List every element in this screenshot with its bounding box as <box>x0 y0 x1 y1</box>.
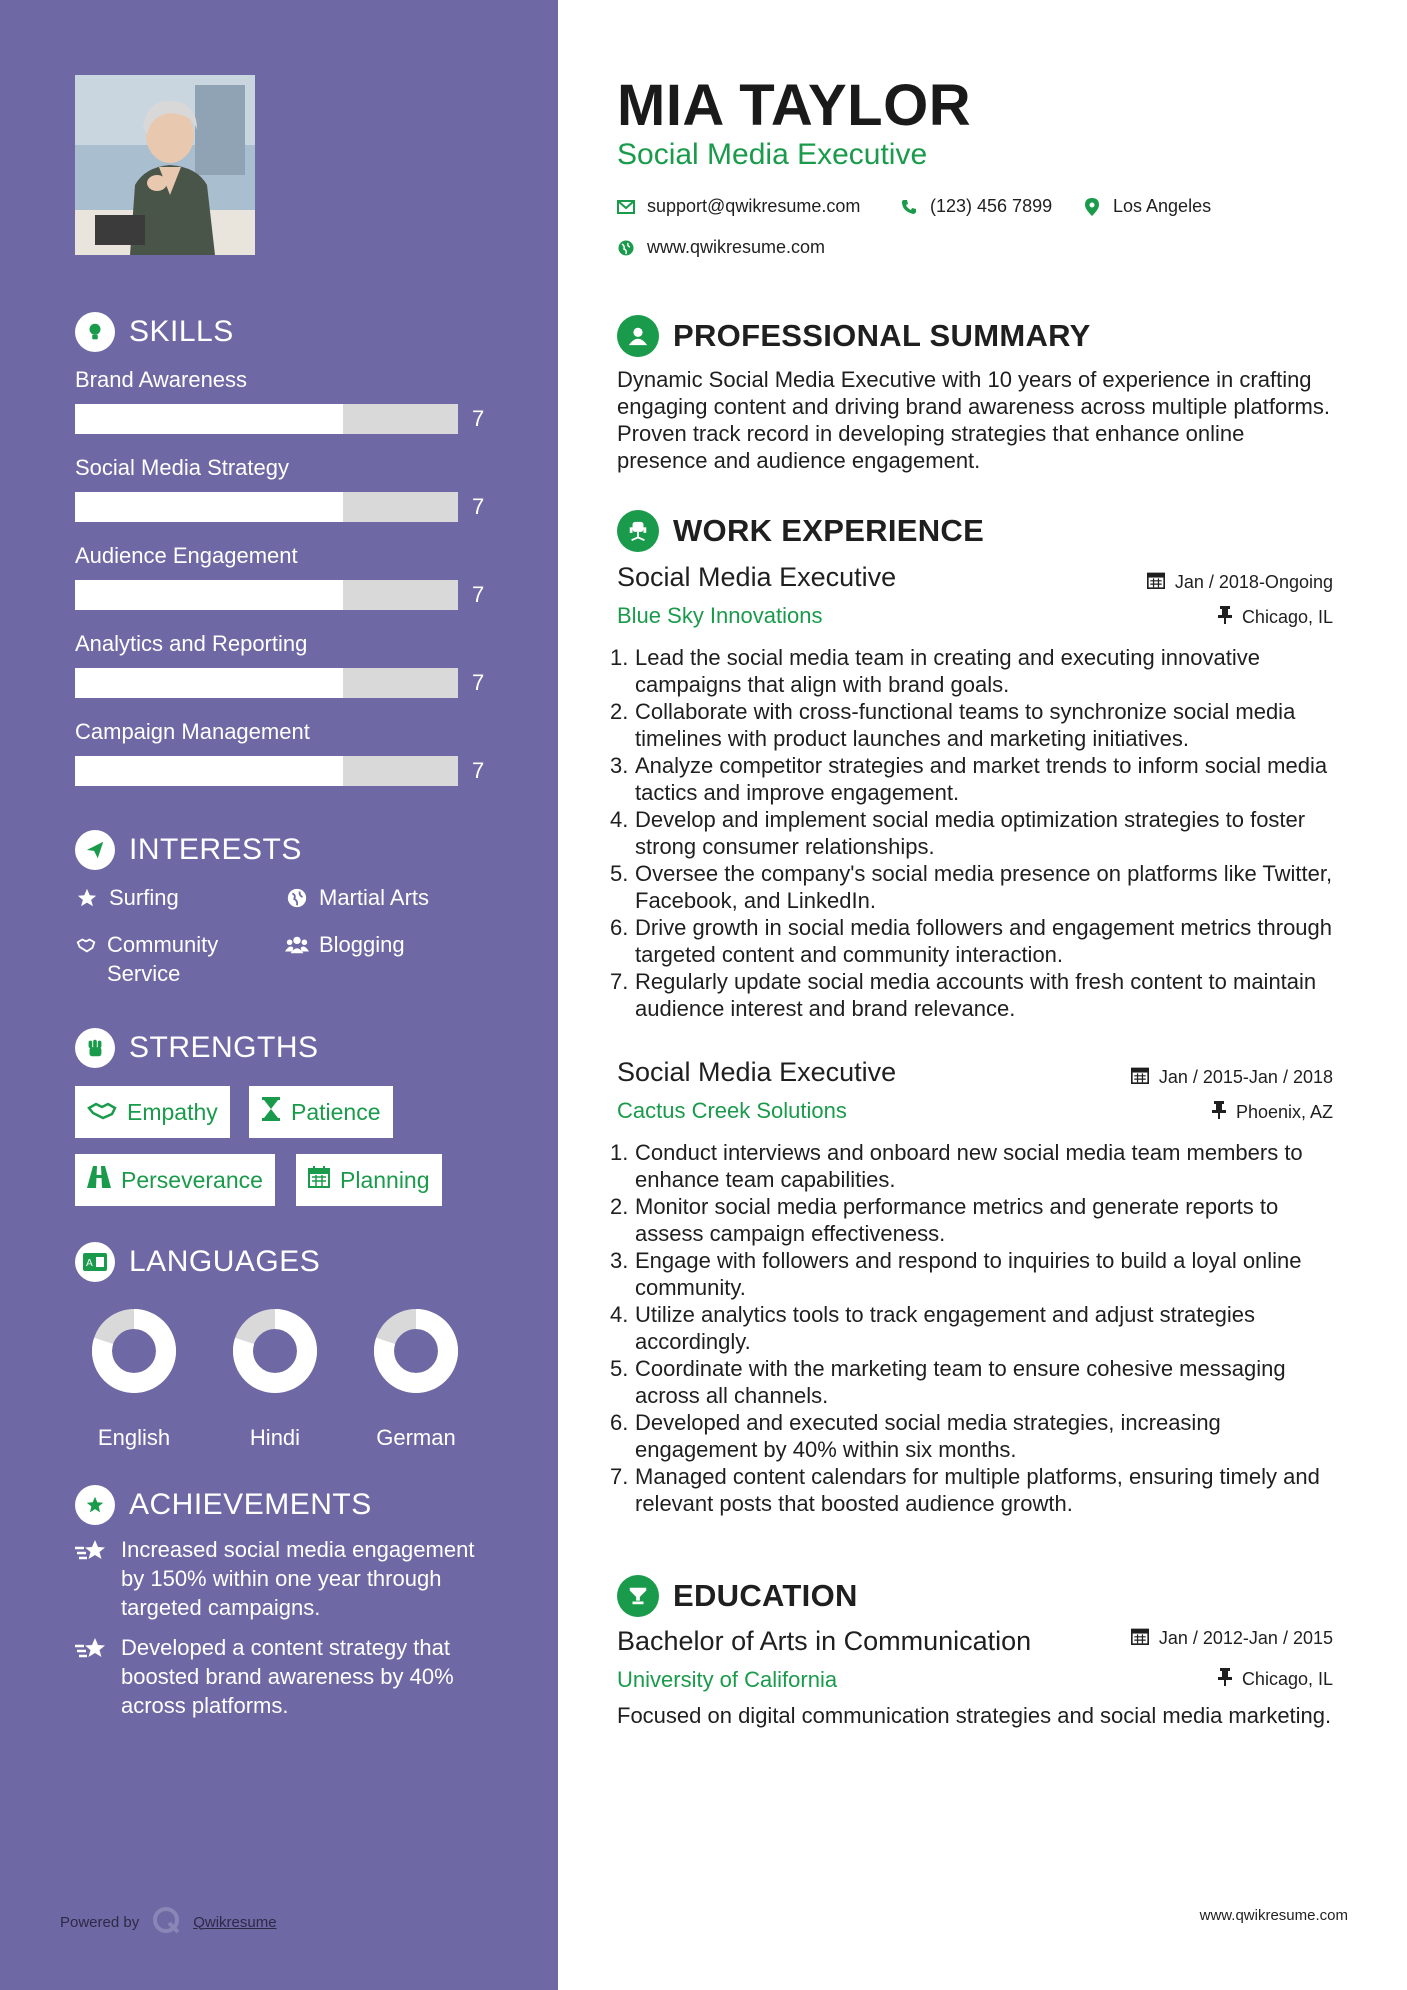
list-item: 3. Analyze competitor strategies and market trends to inform social media tactics and improve engagement. <box>610 753 1328 805</box>
achievements-heading: ACHIEVEMENTS <box>75 1485 372 1525</box>
list-item: 3. Engage with followers and respond to inquiries to build a loyal online community. <box>610 1248 1302 1300</box>
star-icon <box>75 883 99 912</box>
skill-item <box>75 631 495 695</box>
skills-heading: SKILLS <box>75 312 234 352</box>
job-company: Blue Sky Innovations <box>617 603 823 628</box>
skill-name: Social Media Strategy <box>75 455 289 480</box>
job-location: Phoenix, AZ <box>1212 1101 1333 1124</box>
list-item: 5. Coordinate with the marketing team to ensure cohesive messaging across all channels. <box>610 1356 1286 1408</box>
job-dates: Jan / 2018-Ongoing <box>1147 571 1333 594</box>
achievement-text: Increased social media engagement by 150% within one year through targeted campaigns. <box>121 1537 475 1620</box>
shooting-star-icon <box>75 1535 107 1622</box>
summary-text: Dynamic Social Media Executive with 10 years of experience in crafting engaging content and driving brand awareness across multiple platforms. Proven track record in developing strategies that enhance online presence and audience engagement. <box>617 367 1330 473</box>
sidebar <box>0 0 558 1990</box>
skill-bar-fill <box>75 404 343 434</box>
skill-bar-fill <box>75 668 343 698</box>
skill-bar <box>75 580 458 610</box>
skill-name: Analytics and Reporting <box>75 631 308 656</box>
globe-icon <box>617 239 635 257</box>
list-item: 2. Monitor social media performance metrics and generate reports to assess campaign effectiveness. <box>610 1194 1279 1246</box>
skill-value: 7 <box>472 670 485 695</box>
list-item: 7. Managed content calendars for multiple platforms, ensuring timely and relevant posts that boosted audience growth. <box>610 1464 1320 1516</box>
list-item: 6. Drive growth in social media followers and engagement metrics through targeted content and community interaction. <box>610 915 1333 967</box>
strength-badge: Planning <box>296 1154 442 1206</box>
skill-item <box>75 719 495 783</box>
achievement-item <box>75 1535 495 1622</box>
calendar-icon <box>308 1166 330 1194</box>
powered-by: Powered by Qwikresume <box>60 1905 277 1939</box>
map-pin-icon <box>1083 198 1101 216</box>
language-donut <box>231 1307 319 1395</box>
skill-bar <box>75 404 458 434</box>
education-dates: Jan / 2012-Jan / 2015 <box>1131 1627 1333 1650</box>
contact-phone[interactable]: (123) 456 7899 <box>900 196 1052 217</box>
profile-photo <box>75 75 255 255</box>
language-icon <box>75 1242 115 1282</box>
skill-bar-fill <box>75 492 343 522</box>
footer-website-link[interactable]: www.qwikresume.com <box>1199 1907 1348 1924</box>
skill-item <box>75 543 495 607</box>
achievement-item <box>75 1633 495 1720</box>
list-item: 7. Regularly update social media accounts with fresh content to maintain audience interest and brand relevance. <box>610 969 1317 1021</box>
job-location: Chicago, IL <box>1218 606 1333 629</box>
education-location: Chicago, IL <box>1218 1668 1333 1691</box>
language-donut <box>90 1307 178 1395</box>
skill-bar <box>75 492 458 522</box>
education-description: Focused on digital communication strategies and social media marketing. <box>617 1703 1332 1728</box>
interest-item: Community Service <box>75 930 255 988</box>
strength-badge: Empathy <box>75 1086 230 1138</box>
skill-bar <box>75 756 458 786</box>
language-name: Hindi <box>249 1425 301 1450</box>
skill-name: Audience Engagement <box>75 543 298 568</box>
strength-badge: Patience <box>249 1086 393 1138</box>
languages-heading: A LANGUAGES <box>75 1242 320 1282</box>
contact-location: Los Angeles <box>1083 196 1211 217</box>
shooting-star-icon <box>75 1633 107 1720</box>
job-responsibilities <box>610 644 1340 1022</box>
job-responsibilities <box>610 1139 1340 1517</box>
language-item <box>231 1307 319 1450</box>
language-item <box>372 1307 460 1450</box>
interest-item: Martial Arts <box>285 883 429 912</box>
skill-item <box>75 455 495 519</box>
qwikresume-logo-icon <box>151 1905 181 1939</box>
calendar-icon <box>1131 1066 1149 1089</box>
language-item <box>90 1307 178 1450</box>
calendar-icon <box>1147 571 1165 594</box>
skill-name: Campaign Management <box>75 719 310 744</box>
fist-icon <box>75 1028 115 1068</box>
handshake-icon <box>87 1099 117 1126</box>
road-icon <box>87 1166 111 1194</box>
handshake-icon <box>75 930 97 959</box>
interests-heading: INTERESTS <box>75 830 302 870</box>
strength-badge: Perseverance <box>75 1154 275 1206</box>
skill-value: 7 <box>472 406 485 431</box>
qwikresume-link[interactable]: Qwikresume <box>193 1913 277 1931</box>
pushpin-icon <box>1218 606 1232 629</box>
skill-item <box>75 367 495 431</box>
paper-plane-icon <box>75 830 115 870</box>
skill-value: 7 <box>472 582 485 607</box>
list-item: 5. Oversee the company's social media presence on platforms like Twitter, Facebook, and LinkedIn. <box>610 861 1333 913</box>
skill-bar-fill <box>75 580 343 610</box>
pushpin-icon <box>1218 1668 1232 1691</box>
office-chair-icon <box>617 510 659 552</box>
hourglass-icon <box>261 1097 281 1127</box>
contact-website[interactable]: www.qwikresume.com <box>617 237 825 258</box>
education-heading: EDUCATION <box>617 1575 858 1617</box>
strengths-heading: STRENGTHS <box>75 1028 319 1068</box>
job-company: Cactus Creek Solutions <box>617 1098 847 1123</box>
candidate-role: Social Media Executive <box>617 138 928 171</box>
language-donut <box>372 1307 460 1395</box>
phone-icon <box>900 198 918 216</box>
calendar-icon <box>1131 1627 1149 1650</box>
trophy-icon <box>75 1485 115 1525</box>
user-icon <box>617 315 659 357</box>
skill-bar <box>75 668 458 698</box>
language-name: English <box>97 1425 171 1450</box>
job-dates: Jan / 2015-Jan / 2018 <box>1131 1066 1333 1089</box>
interest-item: Surfing <box>75 883 179 912</box>
achievement-text: Developed a content strategy that boosted brand awareness by 40% across platforms. <box>121 1635 454 1718</box>
list-item: 4. Develop and implement social media optimization strategies to foster strong consumer relationships. <box>610 807 1306 859</box>
list-item: 6. Developed and executed social media strategies, increasing engagement by 40% within six months. <box>610 1410 1221 1462</box>
education-school: University of California <box>617 1667 838 1692</box>
education-degree: Bachelor of Arts in Communication <box>617 1626 1032 1656</box>
contact-email[interactable]: support@qwikresume.com <box>617 196 860 217</box>
skill-name: Brand Awareness <box>75 367 248 392</box>
candidate-name: MIA TAYLOR <box>617 73 972 138</box>
skill-value: 7 <box>472 758 485 783</box>
list-item: 1. Conduct interviews and onboard new social media team members to enhance team capabilities. <box>610 1140 1303 1192</box>
job-title: Social Media Executive <box>617 562 897 592</box>
list-item: 4. Utilize analytics tools to track engagement and adjust strategies accordingly. <box>610 1302 1255 1354</box>
svg-text:A: A <box>86 1258 93 1269</box>
envelope-icon <box>617 198 635 216</box>
summary-heading: PROFESSIONAL SUMMARY <box>617 315 1091 357</box>
users-icon <box>285 930 309 959</box>
list-item: 2. Collaborate with cross-functional teams to synchronize social media timelines with product launches and marketing initiatives. <box>610 699 1296 751</box>
pushpin-icon <box>1212 1101 1226 1124</box>
language-name: German <box>376 1425 456 1450</box>
globe-icon <box>285 883 309 912</box>
work-experience-heading: WORK EXPERIENCE <box>617 510 984 552</box>
graduation-icon <box>617 1575 659 1617</box>
list-item: 1. Lead the social media team in creating and executing innovative campaigns that align with brand goals. <box>610 645 1260 697</box>
skill-value: 7 <box>472 494 485 519</box>
job-title: Social Media Executive <box>617 1057 897 1087</box>
lightbulb-icon <box>75 312 115 352</box>
interest-item: Blogging <box>285 930 405 959</box>
skill-bar-fill <box>75 756 343 786</box>
